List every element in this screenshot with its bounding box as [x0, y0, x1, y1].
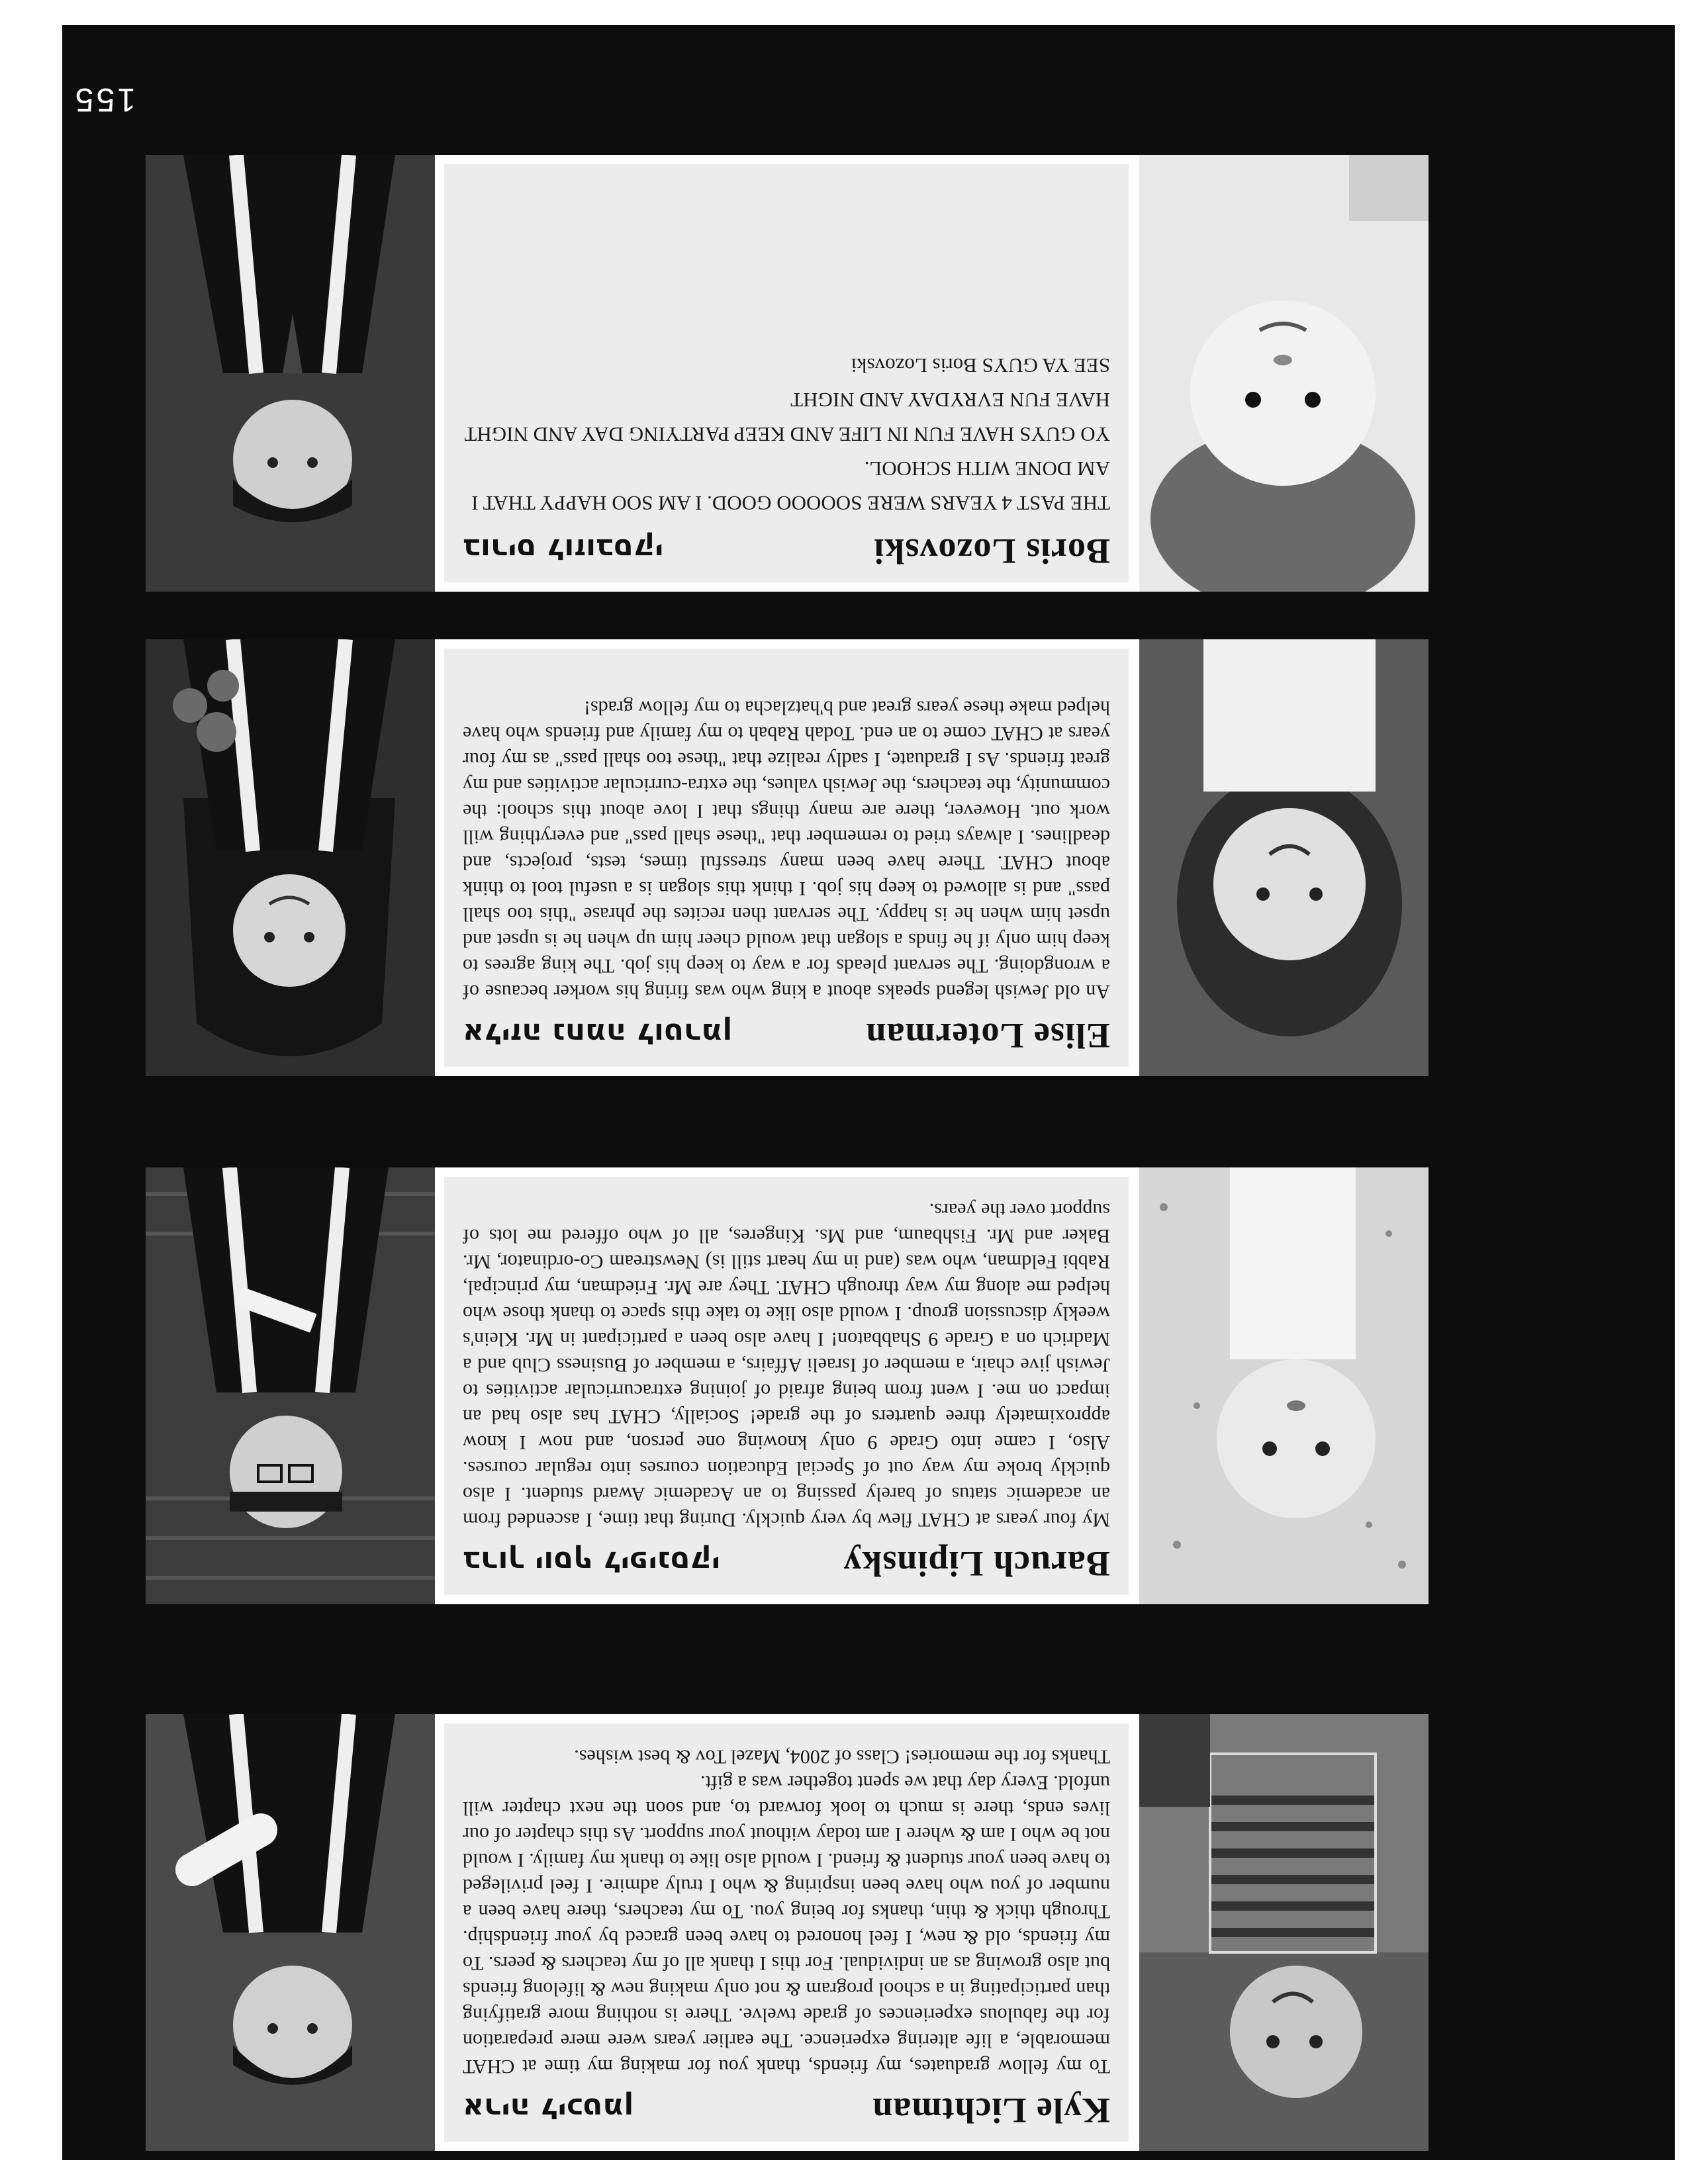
student-message: My four years at CHAT flew by very quickly. During that time, I ascended from an academic status of barely passing to an Academic Award student. I also quickly broke my way out of Special Education courses into regular courses. Also, I came into Grade 9 only knowing one person, and now I know approximately three quarters of the grade! Socially, CHAT has also had an impact on me. I went from being afraid of joining extracurricular activities to Jewish jive chair, a member of Israeli Affairs, a member of Business Club and a Madrich on a Grade 9 Shabbaton! I have also been a participant in Mr. Klein's weekly discussion group. I would also like to take this space to thank those who helped me along my way through CHAT. They are Mr. Friedman, my principal, Rabbi Feldman, who was (and in my heart still is) Newstream Co-ordinator, Mr. Baker and Mr. Fishbaum, and Ms. Kingeres, all of who offered me lots of support over the years. [463, 1199, 1110, 1531]
message-panel [444, 1177, 1129, 1595]
message-panel [444, 649, 1129, 1067]
student-message: To my fellow graduates, my friends, thank you for making my time at CHAT memorable, a life altering experience. The earlier years were mere preparation for the fabulous experiences of grade twelve. There is nothing more gratifying than participating in a school program & not only making new & lifelong friends but also growing as an individual. For this I thank all of my teachers & peers. To my friends, old & new, I feel honored to have been graced by your friendship. Through thick & thin, thanks for being you. To my teachers, there have been a number of you who have been inspiring & who I truly admire. I feel privileged to have been your student & friend. I would also like to thank my family. I would not be who I am & where I am today without your support. As this chapter of our lives ends, there is much to look forward to, and soon the next chapter will unfold. Every day that we spent together was a gift. Thanks for the memories! Class of 2004, Mazel Tov & best wishes. [463, 1746, 1110, 2077]
graduation-photo [146, 639, 435, 1076]
baby-photo [1139, 1714, 1429, 2151]
student-name: Baruch Lipinsky [843, 1544, 1110, 1584]
student-message: THE PAST 4 YEARS WERE SOOOOO GOOD. I AM SOO HAPPY THAT I AM DONE WITH SCHOOL. YO GUYS HAVE FUN IN LIFE AND KEEP PARTYING DAY AND NIGHT HAVE FUN EVRYDAY AND NIGHT SEE YA GUYS Boris Lozovski [464, 354, 1110, 515]
page-number: 155 [72, 81, 136, 118]
message-panel [444, 1723, 1129, 2142]
hebrew-name: אריה ליכטמן [463, 2091, 634, 2125]
hebrew-name: בוריס לוזובסקי [463, 532, 664, 566]
profile-strip-kyle-lichtman [146, 1714, 1429, 2151]
graduation-photo [146, 1167, 435, 1604]
message-panel [444, 164, 1129, 582]
profile-strip-boris-lozovski [146, 155, 1429, 592]
student-name: Boris Lozovski [873, 531, 1110, 571]
hebrew-name: אליזה נחמה לוטרמן [463, 1017, 733, 1050]
graduation-photo [146, 1714, 435, 2151]
graduation-photo [146, 155, 435, 592]
profile-strip-baruch-lipinsky [146, 1167, 1429, 1604]
baby-photo [1139, 155, 1429, 592]
profile-strip-elise-loterman [146, 639, 1429, 1076]
baby-photo [1139, 1167, 1429, 1604]
student-name: Elise Loterman [865, 1016, 1110, 1056]
student-name: Kyle Lichtman [872, 2091, 1110, 2130]
baby-photo [1139, 639, 1429, 1076]
student-message: An old Jewish legend speaks about a king who was firing his worker because of a wrongdoing. The servant pleads for a way to keep his job. The king agrees to keep him only if he finds a slogan that would cheer him up when he is upset and upset him when he is happy. The servant then recites the phrase "this too shall pass" and is allowed to keep his job. I think this slogan is a useful tool to think about CHAT. There have been many stressful times, tests, projects, and deadlines. I always tried to remember that "these shall pass" and everything will work out. However, there are many things that I love about this school: the community, the teachers, the Jewish values, the extra-curricular activities and my great friends. As I graduate, I sadly realize that "these too shall pass" as my four years at CHAT come to an end. Todah Rabah to my family and friends who have helped make these years great and b'hatzlacha to my fellow grads! [463, 697, 1110, 1003]
hebrew-name: ברוך יוסף ליפינסקי [463, 1545, 720, 1578]
